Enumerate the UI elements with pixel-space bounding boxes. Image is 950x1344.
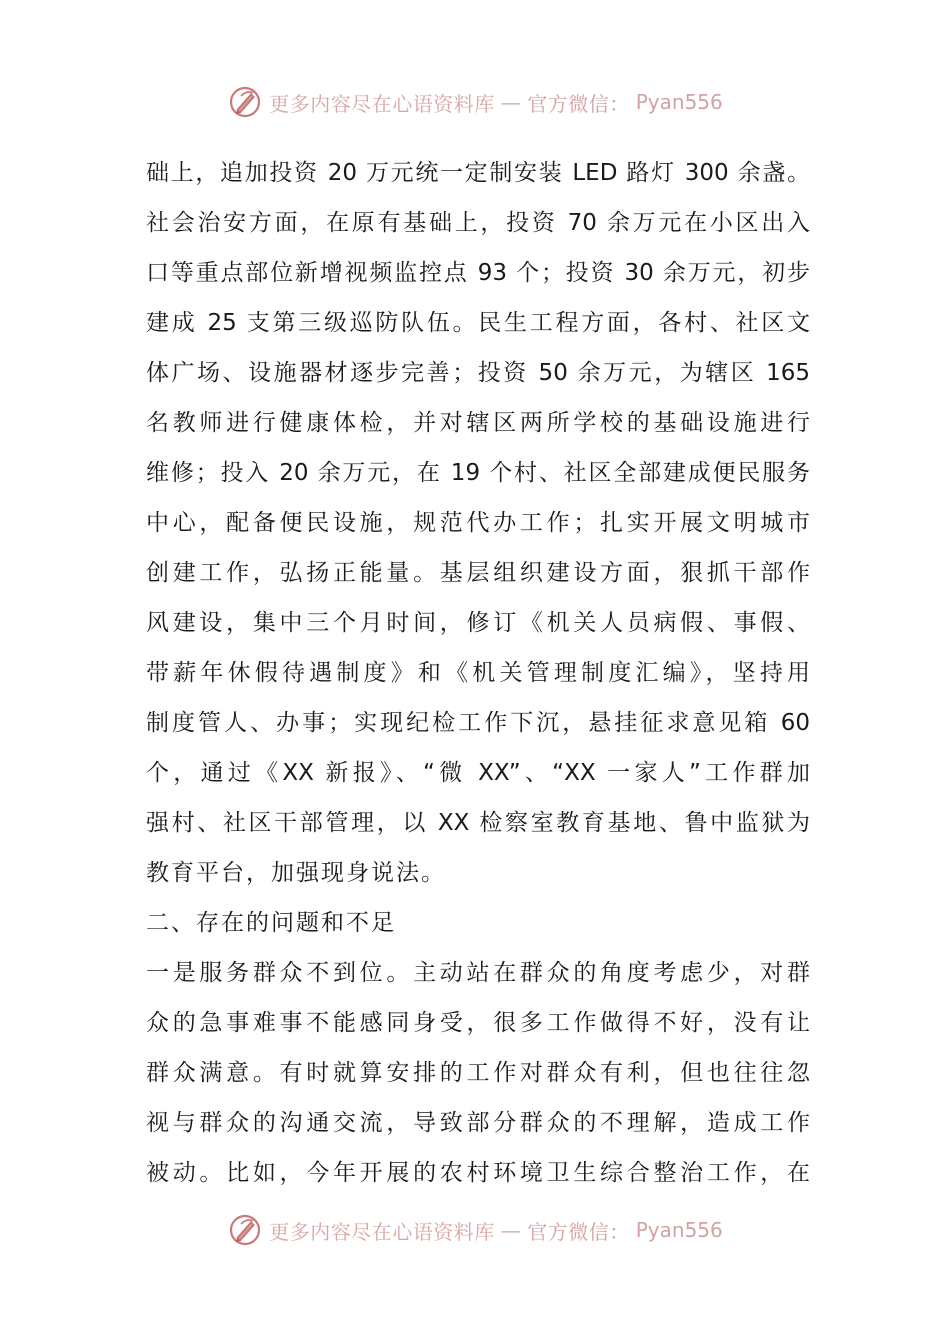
text-line: 视与群众的沟通交流，导致部分群众的不理解，造成工作 (146, 1110, 810, 1136)
text-line: 名教师进行健康体检，并对辖区两所学校的基础设施进行 (146, 410, 810, 436)
text-line: 创建工作，弘扬正能量。基层组织建设方面，狠抓干部作 (146, 560, 810, 586)
header-watermark (0, 82, 950, 122)
watermark-subtitle: 官方微信： (527, 1219, 630, 1244)
watermark-title: 更多内容尽在心语资料库 (269, 91, 495, 116)
text-line: 础上，追加投资 20 万元统一定制安装 LED 路灯 300 余盏。 (146, 160, 810, 186)
pen-leaf-logo-icon (227, 84, 263, 120)
section-heading: 二、存在的问题和不足 (146, 910, 396, 936)
text-line: 带薪年休假待遇制度》和《机关管理制度汇编》，坚持用 (146, 660, 810, 686)
text-line: 制度管人、办事；实现纪检工作下沉，悬挂征求意见箱 60 (146, 710, 810, 736)
watermark-subtitle: 官方微信： (527, 91, 630, 116)
watermark-title: 更多内容尽在心语资料库 (269, 1219, 495, 1244)
footer-watermark (0, 1210, 950, 1250)
document-body (146, 148, 810, 1198)
text-line: 被动。比如，今年开展的农村环境卫生综合整治工作，在 (146, 1160, 810, 1186)
text-line: 体广场、设施器材逐步完善；投资 50 余万元，为辖区 165 (146, 360, 810, 386)
text-line: 风建设，集中三个月时间，修订《机关人员病假、事假、 (146, 610, 810, 636)
watermark-wechat-id: Pyan556 (635, 1218, 723, 1242)
text-line: 社会治安方面，在原有基础上，投资 70 余万元在小区出入 (146, 210, 810, 236)
text-line: 中心，配备便民设施，规范代办工作；扎实开展文明城市 (146, 510, 810, 536)
text-line: 个，通过《XX 新报》、“微 XX”、“XX 一家人”工作群加 (146, 760, 810, 786)
text-line: 口等重点部位新增视频监控点 93 个；投资 30 余万元，初步 (146, 260, 810, 286)
text-line: 强村、社区干部管理，以 XX 检察室教育基地、鲁中监狱为 (146, 810, 810, 836)
watermark-wechat-id: Pyan556 (635, 90, 723, 114)
text-line: 一是服务群众不到位。主动站在群众的角度考虑少，对群 (146, 960, 810, 986)
watermark-separator: — (500, 90, 522, 114)
paragraph-end-line: 教育平台，加强现身说法。 (146, 860, 446, 886)
watermark-separator: — (500, 1218, 522, 1242)
text-line: 维修；投入 20 余万元，在 19 个村、社区全部建成便民服务 (146, 460, 810, 486)
text-line: 众的急事难事不能感同身受，很多工作做得不好，没有让 (146, 1010, 810, 1036)
pen-leaf-logo-icon (227, 1212, 263, 1248)
text-line: 建成 25 支第三级巡防队伍。民生工程方面，各村、社区文 (146, 310, 810, 336)
text-line: 群众满意。有时就算安排的工作对群众有利，但也往往忽 (146, 1060, 810, 1086)
